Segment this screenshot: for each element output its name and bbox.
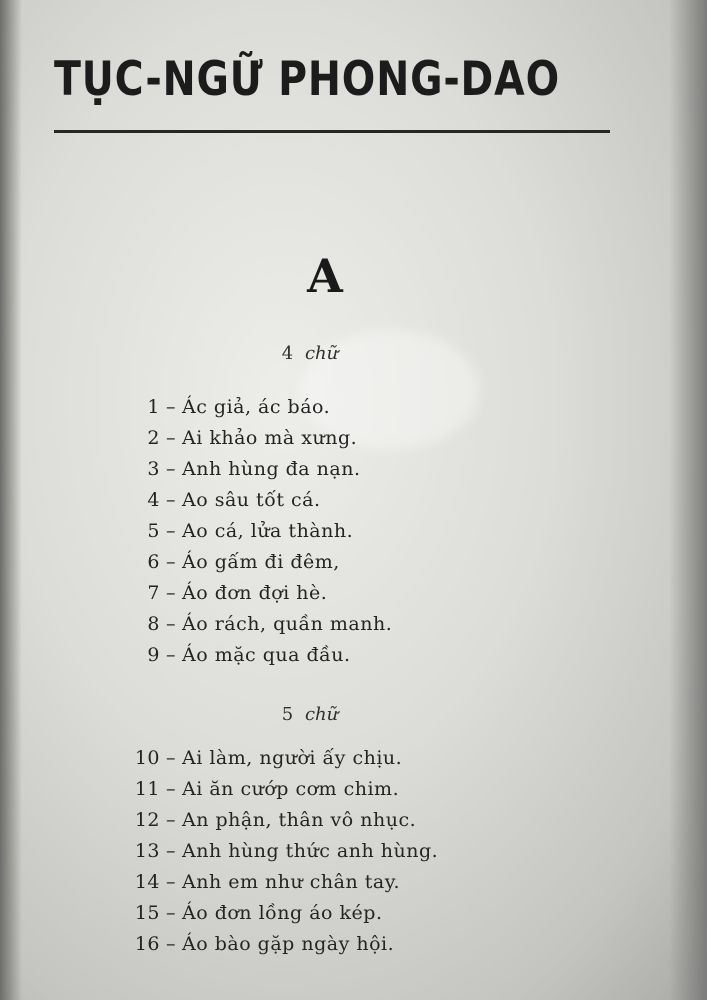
proverb-text: Áo bào gặp ngày hội.: [182, 933, 395, 955]
proverb-text: Anh hùng đa nạn.: [182, 458, 361, 480]
proverb-text: Ác giả, ác báo.: [182, 396, 331, 418]
proverb-item: 7 – Áo đơn đợi hè.: [0, 578, 707, 609]
proverb-number: 8: [147, 613, 160, 635]
section-heading-number: 4: [281, 343, 294, 364]
proverb-number: 14: [134, 871, 160, 893]
proverb-item: 4 – Ao sâu tốt cá.: [0, 485, 707, 516]
proverb-text: Áo đơn đợi hè.: [182, 582, 328, 604]
proverb-number: 4: [147, 489, 160, 511]
proverb-item: 14 – Anh em như chân tay.: [0, 867, 707, 898]
proverb-text: Anh hùng thức anh hùng.: [182, 840, 439, 862]
proverb-item: 10 – Ai làm, người ấy chịu.: [0, 743, 707, 774]
proverb-item: 9 – Áo mặc qua đầu.: [0, 640, 707, 671]
proverb-number: 10: [134, 747, 160, 769]
proverb-text: Ai ăn cướp cơm chim.: [182, 778, 400, 800]
proverb-text: Áo đơn lồng áo kép.: [182, 902, 383, 924]
proverb-text: Anh em như chân tay.: [182, 871, 400, 893]
proverb-list-5-words: [0, 743, 707, 960]
section-heading-5-words: [0, 704, 620, 726]
section-heading-number: 5: [281, 704, 294, 725]
proverb-text: Áo rách, quần manh.: [182, 613, 393, 635]
proverb-item: 6 – Áo gấm đi đêm,: [0, 547, 707, 578]
proverb-number: 16: [134, 933, 160, 955]
proverb-number: 5: [147, 520, 160, 542]
proverb-text: An phận, thân vô nhục.: [182, 809, 417, 831]
proverb-text: Ai làm, người ấy chịu.: [182, 747, 403, 769]
proverb-text: Áo mặc qua đầu.: [182, 644, 351, 666]
proverb-item: 16 – Áo bào gặp ngày hội.: [0, 929, 707, 960]
proverb-item: 15 – Áo đơn lồng áo kép.: [0, 898, 707, 929]
proverb-text: Áo gấm đi đêm,: [182, 551, 340, 573]
proverb-number: 1: [147, 396, 160, 418]
section-heading-4-words: [0, 343, 620, 365]
proverb-number: 13: [134, 840, 160, 862]
proverb-item: 2 – Ai khảo mà xưng.: [0, 423, 707, 454]
proverb-item: 3 – Anh hùng đa nạn.: [0, 454, 707, 485]
proverb-number: 9: [147, 644, 160, 666]
proverb-text: Ao cá, lửa thành.: [182, 520, 354, 542]
proverb-number: 7: [147, 582, 160, 604]
section-letter: A: [307, 249, 343, 303]
proverb-number: 3: [147, 458, 160, 480]
proverb-item: 5 – Ao cá, lửa thành.: [0, 516, 707, 547]
proverb-number: 15: [134, 902, 160, 924]
proverb-text: Ao sâu tốt cá.: [182, 489, 321, 511]
page-title: TỤC-NGỮ PHONG-DAO: [54, 52, 560, 107]
section-heading-word: chữ: [304, 704, 339, 725]
proverb-item: 12 – An phận, thân vô nhục.: [0, 805, 707, 836]
proverb-number: 12: [134, 809, 160, 831]
proverb-item: 11 – Ai ăn cướp cơm chim.: [0, 774, 707, 805]
proverb-number: 2: [147, 427, 160, 449]
proverb-item: 1 – Ác giả, ác báo.: [0, 392, 707, 423]
proverb-item: 13 – Anh hùng thức anh hùng.: [0, 836, 707, 867]
proverb-number: 11: [134, 778, 160, 800]
proverb-number: 6: [147, 551, 160, 573]
title-underline: [54, 130, 610, 133]
section-heading-word: chữ: [304, 343, 339, 364]
proverb-item: 8 – Áo rách, quần manh.: [0, 609, 707, 640]
proverb-text: Ai khảo mà xưng.: [182, 427, 358, 449]
proverb-list-4-words: [0, 392, 707, 671]
